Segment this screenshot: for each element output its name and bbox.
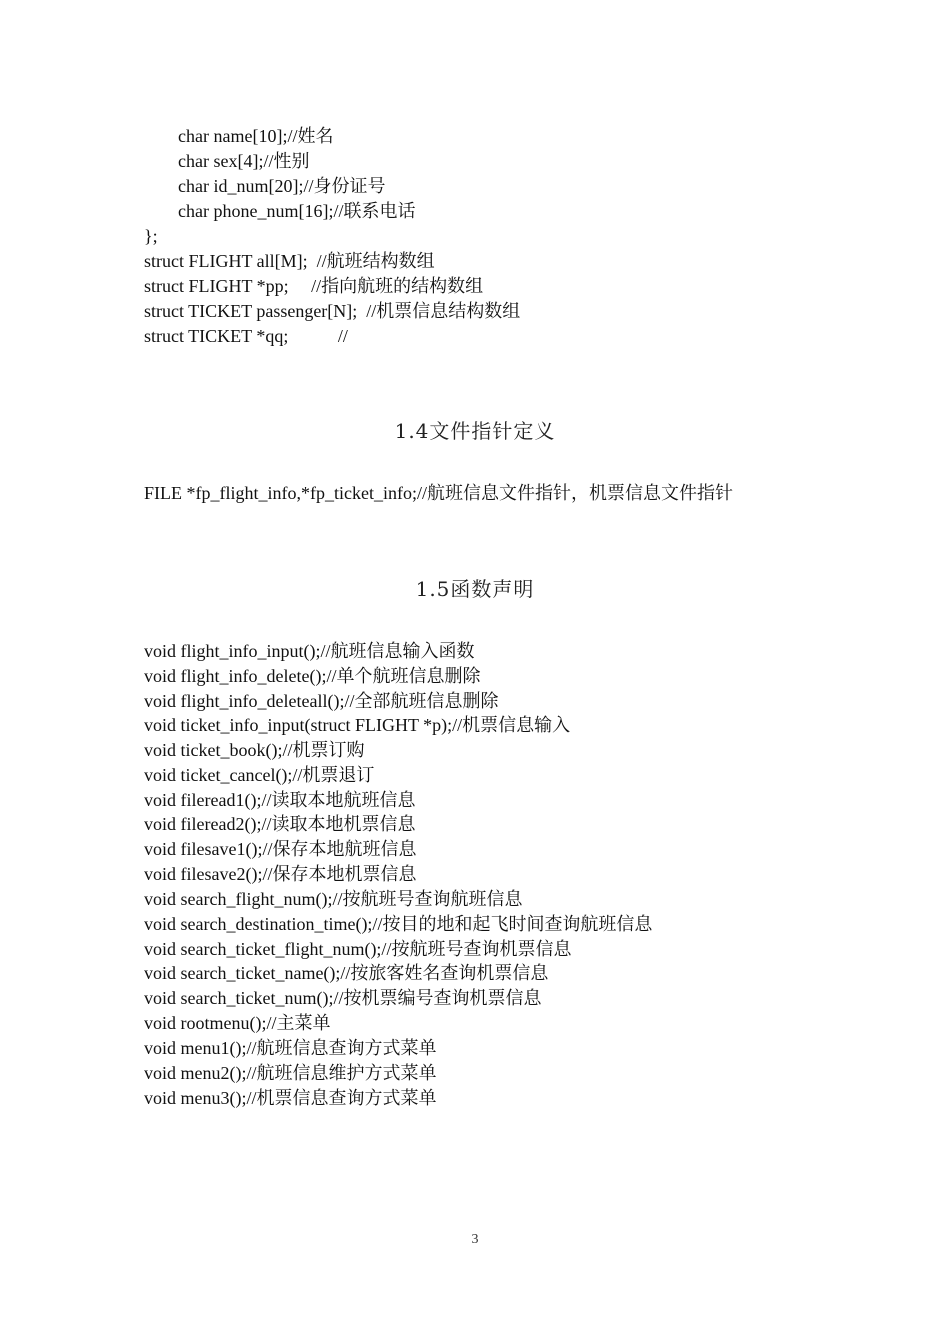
struct-closing-brace: };	[144, 226, 158, 246]
function-declaration-line: void fileread2();//读取本地机票信息	[144, 814, 416, 834]
function-declaration-line: void flight_info_input();//航班信息输入函数	[144, 641, 475, 661]
function-declaration-line: void fileread1();//读取本地航班信息	[144, 790, 416, 810]
function-declaration-line: void menu2();//航班信息维护方式菜单	[144, 1063, 437, 1083]
function-declaration-line: void rootmenu();//主菜单	[144, 1013, 331, 1033]
function-declaration-line: void search_ticket_num();//按机票编号查询机票信息	[144, 988, 542, 1008]
section-heading-function-declarations: 1.5函数声明	[415, 577, 535, 601]
function-declaration-line: void search_ticket_name();//按旅客姓名查询机票信息	[144, 963, 549, 983]
function-declaration-line: void flight_info_deleteall();//全部航班信息删除	[144, 691, 499, 711]
function-declaration-line: void search_ticket_flight_num();//按航班号查询机票信息	[144, 939, 572, 959]
function-declaration-line: void flight_info_delete();//单个航班信息删除	[144, 666, 481, 686]
function-declaration-line: void ticket_info_input(struct FLIGHT *p);//机票信息输入	[144, 715, 571, 735]
declaration-line: struct TICKET *qq; //	[144, 326, 348, 346]
declaration-line: struct FLIGHT all[M]; //航班结构数组	[144, 251, 435, 271]
section-heading-file-pointer: 1.4文件指针定义	[394, 419, 556, 443]
function-declaration-line: void menu3();//机票信息查询方式菜单	[144, 1088, 437, 1108]
declaration-line: struct TICKET passenger[N]; //机票信息结构数组	[144, 301, 521, 321]
file-pointer-line: FILE *fp_flight_info,*fp_ticket_info;//航班信息文件指针，机票信息文件指针	[144, 483, 733, 503]
struct-field-line: char sex[4];//性别	[178, 151, 310, 171]
struct-field-line: char phone_num[16];//联系电话	[178, 201, 416, 221]
function-declaration-line: void filesave2();//保存本地机票信息	[144, 864, 417, 884]
function-declaration-line: void filesave1();//保存本地航班信息	[144, 839, 417, 859]
function-declaration-line: void menu1();//航班信息查询方式菜单	[144, 1038, 437, 1058]
page-number: 3	[471, 1232, 479, 1247]
function-declaration-line: void ticket_book();//机票订购	[144, 740, 365, 760]
function-declaration-line: void ticket_cancel();//机票退订	[144, 765, 375, 785]
struct-field-line: char name[10];//姓名	[178, 126, 334, 146]
function-declaration-line: void search_destination_time();//按目的地和起飞时间查询航班信息	[144, 914, 653, 934]
function-declaration-line: void search_flight_num();//按航班号查询航班信息	[144, 889, 523, 909]
struct-field-line: char id_num[20];//身份证号	[178, 176, 386, 196]
declaration-line: struct FLIGHT *pp; //指向航班的结构数组	[144, 276, 484, 296]
